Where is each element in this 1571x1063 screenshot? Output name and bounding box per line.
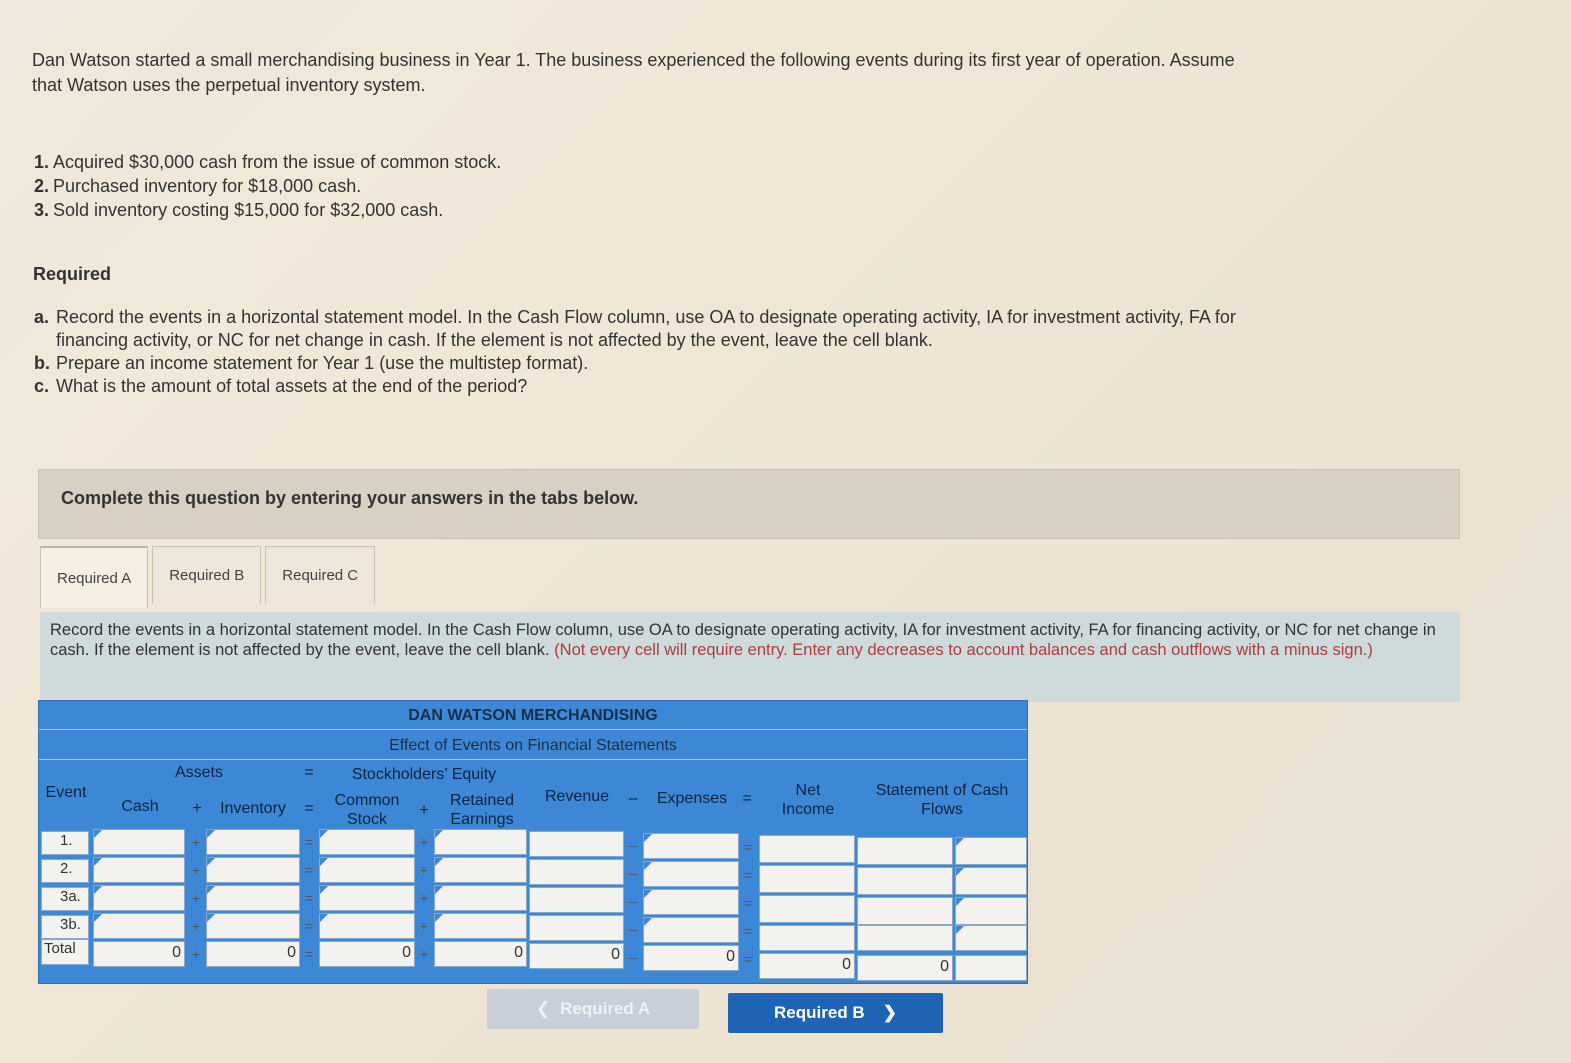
plus-sign: + (191, 890, 201, 906)
revenue-total-value: 0 (611, 946, 620, 963)
retained-earnings-input[interactable] (434, 829, 527, 855)
inventory-input[interactable] (206, 885, 300, 911)
cash-flow-amount-input[interactable] (857, 897, 953, 925)
common-stock-total-value: 0 (402, 944, 411, 961)
events-list (34, 150, 501, 222)
retained-earnings-input[interactable] (434, 857, 527, 883)
event-label: 3a. (41, 887, 89, 911)
expenses-total-value: 0 (726, 948, 735, 965)
event-item: 3. Sold inventory costing $15,000 for $32,000 cash. (34, 200, 444, 220)
equals-sign: = (304, 862, 314, 878)
expenses-header: Expenses (656, 790, 728, 807)
event-label: 3b. (41, 915, 89, 939)
net-income-input[interactable] (759, 865, 855, 893)
cash-flow-amount-input[interactable] (857, 837, 953, 865)
plus-sign: + (192, 800, 202, 817)
revenue-input[interactable] (529, 831, 624, 857)
tab-bar (40, 546, 379, 608)
next-button[interactable] (728, 993, 943, 1033)
revenue-input[interactable] (529, 859, 624, 885)
plus-sign: + (419, 862, 429, 878)
common-stock-input[interactable] (319, 913, 415, 939)
inventory-header: Inventory (220, 800, 286, 817)
expenses-input[interactable] (643, 917, 739, 943)
plus-sign: + (419, 890, 429, 906)
retained-earnings-input[interactable] (434, 913, 527, 939)
equals-sign: = (743, 951, 753, 967)
cash-flow-amount-input[interactable] (857, 867, 953, 895)
common-stock-input[interactable] (319, 829, 415, 855)
required-heading: Required (33, 264, 112, 284)
cash-flow-activity-select[interactable] (955, 897, 1027, 925)
inventory-total-value: 0 (287, 944, 296, 961)
equals-sign: = (743, 923, 753, 939)
equals-sign: = (304, 918, 314, 934)
next-button-label: Required B (774, 1003, 865, 1022)
cash-flows-header: Statement of Cash Flows (875, 782, 1009, 818)
cash-flow-activity-select[interactable] (955, 925, 1027, 951)
equals-sign: = (304, 890, 314, 906)
net-income-total-value: 0 (842, 956, 851, 973)
net-income-input[interactable] (759, 895, 855, 923)
cash-input[interactable] (93, 829, 185, 855)
tab-required-c[interactable]: Required C (265, 546, 375, 604)
equals-sign: = (743, 895, 753, 911)
equals-sign: = (743, 839, 753, 855)
total-label: Total (41, 939, 89, 965)
table-subtitle: Effect of Events on Financial Statements (389, 737, 677, 754)
plus-sign: + (419, 946, 429, 962)
equals-sign: = (743, 867, 753, 883)
equity-header: Stockholders’ Equity (351, 766, 497, 783)
equals-sign: = (304, 800, 314, 817)
cash-input[interactable] (93, 885, 185, 911)
tab-instructions (40, 612, 1460, 702)
common-stock-header: Common Stock (334, 792, 400, 828)
expenses-input[interactable] (643, 833, 739, 859)
previous-button[interactable] (487, 989, 699, 1029)
cash-flow-activity-select[interactable] (955, 837, 1027, 865)
intro-paragraph: Dan Watson started a small merchandising business in Year 1. The business experienced the following events during its first year of operation. Assume that Watson uses the perpetual inventory system. (32, 50, 1235, 95)
revenue-input[interactable] (529, 915, 624, 941)
inventory-input[interactable] (206, 913, 300, 939)
plus-sign: + (419, 918, 429, 934)
cash-flow-amount-input[interactable] (857, 925, 953, 951)
tab-required-b[interactable]: Required B (152, 546, 261, 604)
cash-flow-activity-select[interactable] (955, 867, 1027, 895)
equals-sign: = (742, 790, 752, 807)
statement-model-table (38, 700, 1028, 984)
cash-total-value: 0 (172, 944, 181, 961)
inventory-input[interactable] (206, 857, 300, 883)
minus-sign: – (629, 893, 637, 909)
event-label: 2. (41, 859, 89, 883)
common-stock-input[interactable] (319, 857, 415, 883)
common-stock-input[interactable] (319, 885, 415, 911)
cash-flows-total-value: 0 (940, 958, 949, 975)
retained-earnings-total-value: 0 (514, 944, 523, 961)
requirement-item: b. Prepare an income statement for Year 1 (use the multistep format). (34, 353, 589, 373)
equals-sign: = (304, 764, 314, 781)
event-item: 1. Acquired $30,000 cash from the issue of common stock. (34, 152, 502, 172)
event-item: 2. Purchased inventory for $18,000 cash. (34, 176, 362, 196)
instruction-note: (Not every cell will require entry. Enter any decreases to account balances and cash outflows with a minus sign.) (554, 641, 1373, 659)
cash-input[interactable] (93, 857, 185, 883)
previous-button-label: Required A (560, 999, 651, 1018)
cash-flows-total-activity (955, 955, 1027, 981)
plus-sign: + (419, 802, 429, 819)
net-income-input[interactable] (759, 835, 855, 863)
net-income-header: Net Income (781, 782, 835, 818)
cash-header: Cash (121, 798, 159, 815)
plus-sign: + (191, 946, 201, 962)
instructions-banner (38, 469, 1460, 539)
chevron-right-icon: ❯ (882, 1003, 897, 1022)
instruction-text: Record the events in a horizontal statement model. In the Cash Flow column, use OA to designate operating activity, IA for investment activity, FA for financing activity, or NC for net change in cash. If the element is not affected by the event, leave the cell blank. (50, 621, 1436, 659)
equals-sign: = (304, 834, 314, 850)
minus-sign: – (629, 865, 637, 881)
net-income-input[interactable] (759, 925, 855, 951)
assets-header: Assets (174, 764, 223, 781)
equals-sign: = (304, 946, 314, 962)
revenue-header: Revenue (544, 788, 610, 805)
requirement-item: a. Record the events in a horizontal statement model. In the Cash Flow column, use OA to designate operating activity, IA for investment activity, FA for financing activity, or NC for net change in cash. If the element is not affected by the event, leave the cell blank. (34, 307, 1236, 350)
inventory-input[interactable] (206, 829, 300, 855)
tab-required-a[interactable]: Required A (40, 546, 148, 608)
minus-sign: – (629, 837, 637, 853)
event-label: 1. (41, 831, 89, 855)
plus-sign: + (191, 918, 201, 934)
retained-earnings-header: Retained Earnings (449, 792, 515, 828)
chevron-left-icon: ❮ (535, 999, 551, 1018)
minus-sign: – (628, 790, 638, 807)
banner-text: Complete this question by entering your answers in the tabs below. (61, 488, 639, 508)
event-header: Event (45, 784, 87, 801)
plus-sign: + (191, 862, 201, 878)
requirement-item: c. What is the amount of total assets at the end of the period? (34, 376, 528, 396)
cash-input[interactable] (93, 913, 185, 939)
expenses-input[interactable] (643, 861, 739, 887)
table-title: DAN WATSON MERCHANDISING (408, 707, 658, 724)
retained-earnings-input[interactable] (434, 885, 527, 911)
plus-sign: + (191, 834, 201, 850)
plus-sign: + (419, 834, 429, 850)
revenue-input[interactable] (529, 887, 624, 913)
requirements-list (34, 306, 1254, 398)
expenses-input[interactable] (643, 889, 739, 915)
minus-sign: – (629, 949, 637, 965)
minus-sign: – (629, 921, 637, 937)
